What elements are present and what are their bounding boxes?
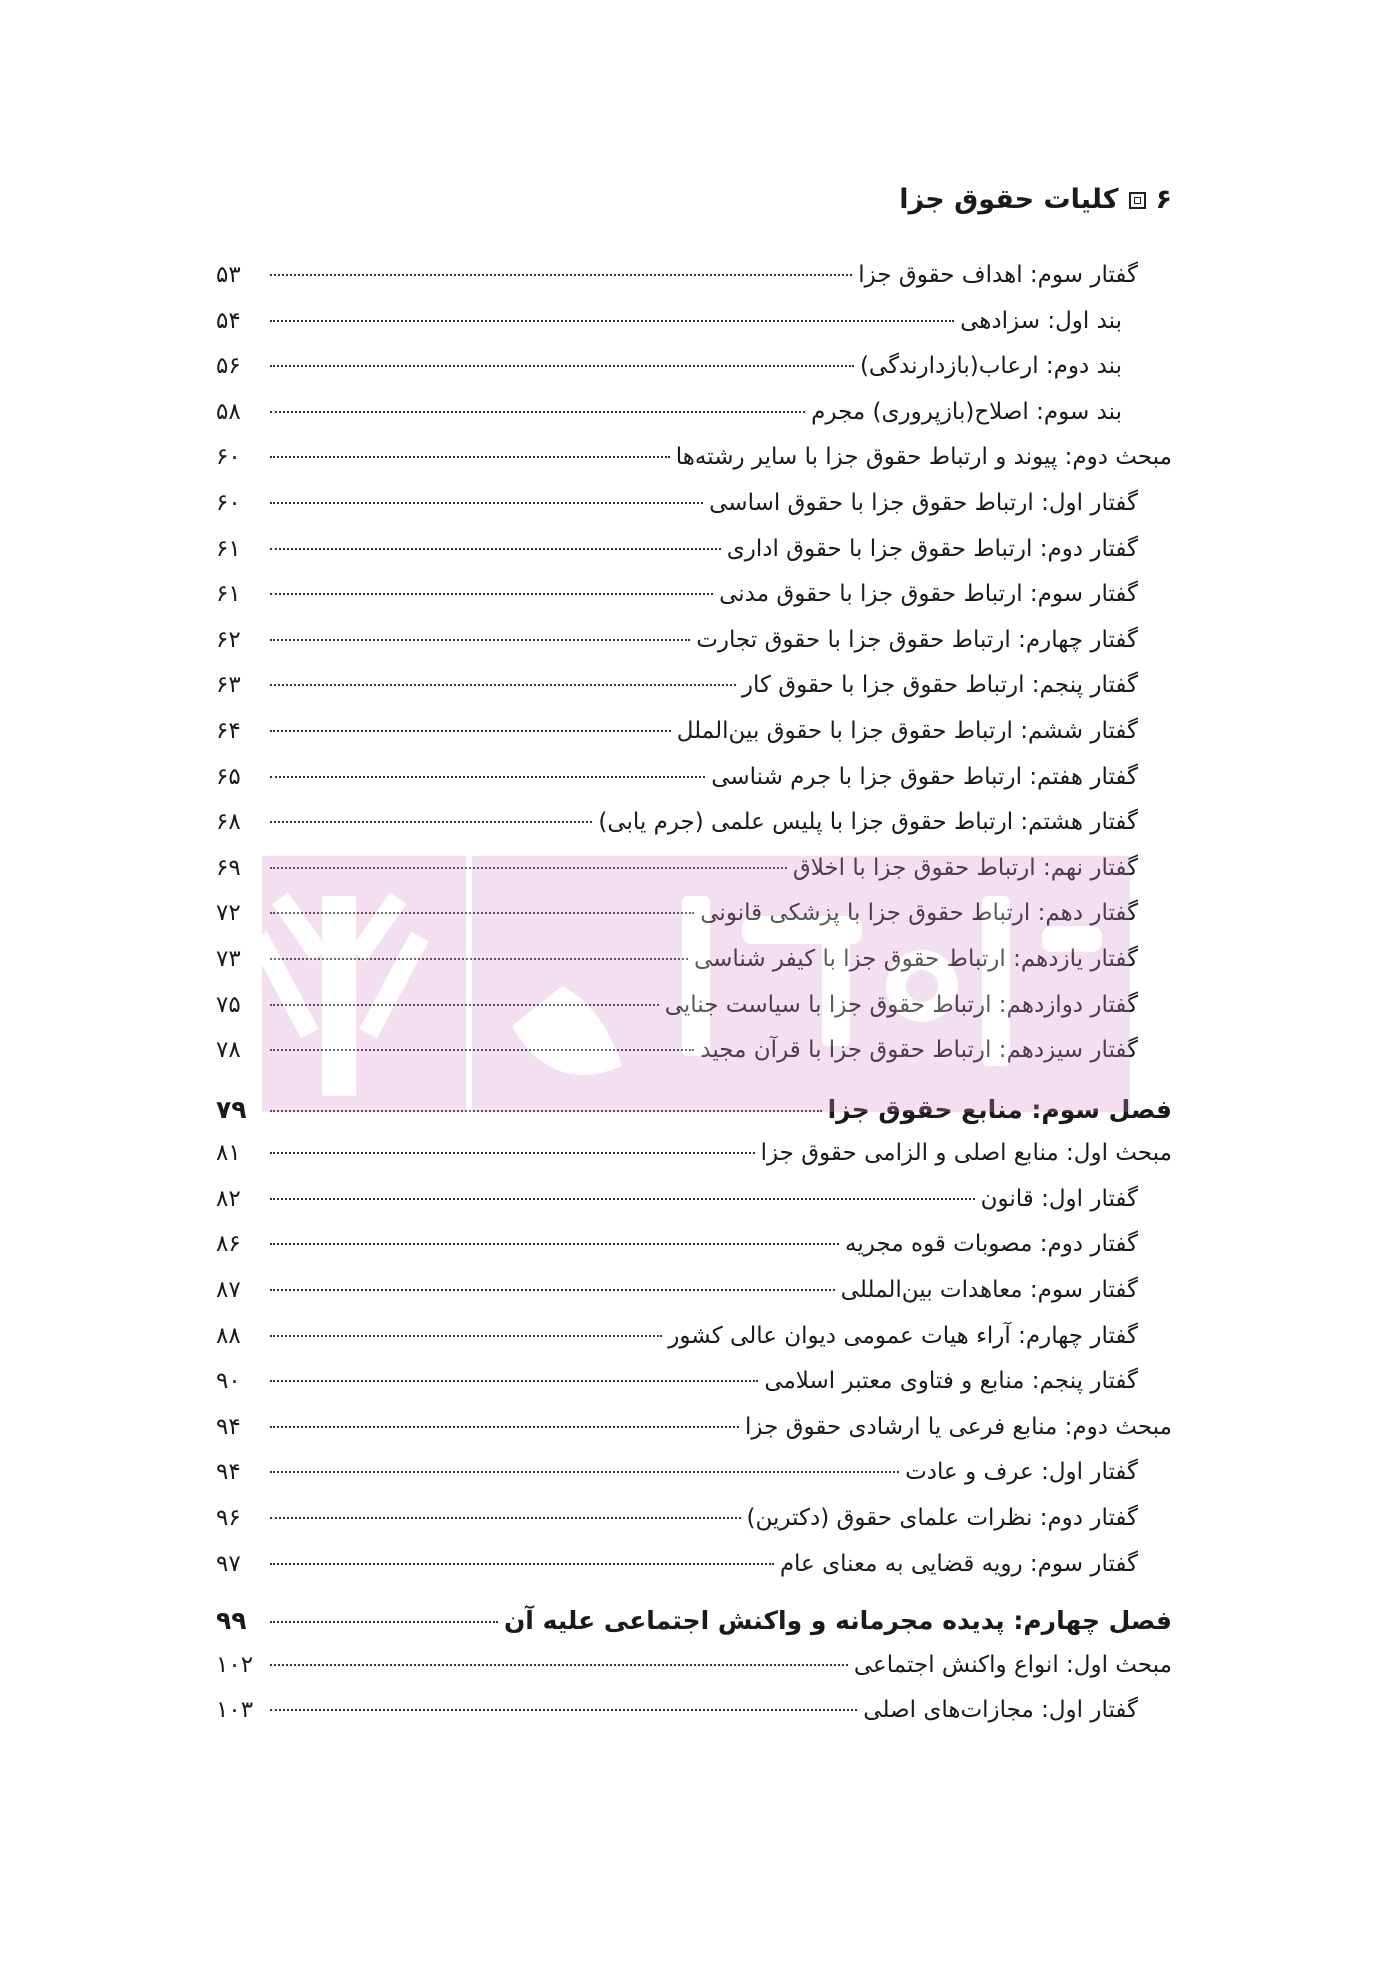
dot-leader	[270, 1004, 659, 1006]
dot-leader	[270, 1198, 975, 1200]
toc-subsection-entry[interactable]	[216, 809, 1172, 855]
toc-page-number: ۷۲	[216, 900, 241, 927]
toc-subsection-entry[interactable]	[216, 764, 1172, 810]
toc-subsection-entry[interactable]	[216, 1037, 1172, 1083]
dot-leader	[270, 411, 805, 413]
toc-entry-title: گفتار پنجم: منابع و فتاوی معتبر اسلامی	[764, 1368, 1138, 1395]
toc-chapter-entry[interactable]	[216, 1606, 1172, 1652]
dot-leader	[270, 1426, 739, 1428]
toc-subsection-entry[interactable]	[216, 581, 1172, 627]
toc-subsection-entry[interactable]	[216, 1277, 1172, 1323]
dot-leader	[270, 1110, 822, 1112]
toc-subsection-entry[interactable]	[216, 1323, 1172, 1369]
toc-entry-title: مبحث اول: منابع اصلی و الزامی حقوق جزا	[760, 1140, 1172, 1167]
dot-leader	[270, 320, 954, 322]
toc-page-number: ۷۵	[216, 991, 241, 1018]
toc-entry-title: گفتار هفتم: ارتباط حقوق جزا با جرم شناسی	[711, 763, 1138, 790]
toc-page-number: ۹۶	[216, 1505, 241, 1532]
toc-subsection-entry[interactable]	[216, 1368, 1172, 1414]
toc-page-number: ۸۸	[216, 1322, 241, 1349]
dot-leader	[270, 365, 854, 367]
toc-page-number: ۶۳	[216, 672, 241, 699]
dot-leader	[270, 502, 703, 504]
dot-leader	[270, 274, 852, 276]
dot-leader	[270, 593, 713, 595]
toc-subsection-entry[interactable]	[216, 718, 1172, 764]
dot-leader	[270, 1380, 758, 1382]
dot-leader	[270, 684, 736, 686]
toc-page-number: ۹۴	[216, 1459, 241, 1486]
toc-subsection-entry[interactable]	[216, 490, 1172, 536]
toc-subsection-entry[interactable]	[216, 992, 1172, 1038]
toc-subsection-entry[interactable]	[216, 262, 1172, 308]
toc-page-number: ۷۸	[216, 1037, 241, 1064]
toc-clause-entry[interactable]	[216, 399, 1172, 445]
toc-entry-title: بند سوم: اصلاح(بازپروری) مجرم	[811, 398, 1122, 425]
dot-leader	[270, 1289, 835, 1291]
toc-entry-title: گفتار اول: عرف و عادت	[905, 1459, 1138, 1486]
dot-leader	[270, 1243, 839, 1245]
dot-leader	[270, 1335, 662, 1337]
toc-page-number: ۹۷	[216, 1550, 241, 1577]
toc-entry-title: بند اول: سزادهی	[960, 307, 1122, 334]
toc-entry-title: گفتار چهارم: آراء هیات عمومی دیوان عالی کشور	[668, 1322, 1138, 1349]
toc-subsection-entry[interactable]	[216, 946, 1172, 992]
toc-entry-title: گفتار سوم: ارتباط حقوق جزا با حقوق مدنی	[719, 581, 1138, 608]
toc-entry-title: گفتار اول: قانون	[980, 1185, 1138, 1212]
toc-subsection-entry[interactable]	[216, 1697, 1172, 1743]
toc-entry-title: گفتار دوازدهم: ارتباط حقوق جزا با سیاست جنایی	[664, 991, 1138, 1018]
toc-clause-entry[interactable]	[216, 353, 1172, 399]
toc-entry-title: گفتار سیزدهم: ارتباط حقوق جزا با قرآن مجید	[700, 1037, 1138, 1064]
toc-entry-title: فصل سوم: منابع حقوق جزا	[827, 1094, 1172, 1124]
toc-subsection-entry[interactable]	[216, 900, 1172, 946]
dot-leader	[270, 958, 688, 960]
dot-leader	[270, 821, 592, 823]
toc-page-number: ۸۱	[216, 1140, 241, 1167]
toc-page-number: ۵۶	[216, 353, 241, 380]
toc-entry-title: گفتار سوم: اهداف حقوق جزا	[858, 262, 1138, 288]
toc-entry-title: گفتار اول: مجازات‌های اصلی	[863, 1697, 1138, 1724]
toc-subsection-entry[interactable]	[216, 536, 1172, 582]
toc-entry-title: گفتار سوم: رویه قضایی به معنای عام	[779, 1550, 1138, 1577]
toc-subsection-entry[interactable]	[216, 1551, 1172, 1597]
toc-entry-title: مبحث دوم: منابع فرعی یا ارشادی حقوق جزا	[744, 1413, 1172, 1440]
dot-leader	[270, 1471, 899, 1473]
toc-subsection-entry[interactable]	[216, 855, 1172, 901]
toc-page-number: ۹۰	[216, 1368, 241, 1395]
toc-page-number: ۷۳	[216, 945, 241, 972]
toc-entry-title: فصل چهارم: پدیده مجرمانه و واکنش اجتماعی علیه آن	[503, 1606, 1172, 1636]
toc-page-number: ۶۱	[216, 535, 241, 562]
dot-leader	[270, 1664, 848, 1666]
toc-page-number: ۷۹	[216, 1094, 247, 1124]
dot-leader	[270, 1049, 694, 1051]
toc-page-number: ۱۰۲	[216, 1651, 254, 1678]
toc-page-number: ۶۸	[216, 809, 241, 836]
dot-leader	[270, 548, 721, 550]
toc-page-number: ۵۸	[216, 398, 241, 425]
toc-page-number: ۶۹	[216, 854, 241, 881]
dot-leader	[270, 776, 705, 778]
toc-entry-title: گفتار یازدهم: ارتباط حقوق جزا با کیفر شناسی	[693, 945, 1138, 972]
toc-page-number: ۸۷	[216, 1277, 241, 1304]
toc-entry-title: گفتار دوم: مصوبات قوه مجریه	[845, 1231, 1138, 1258]
square-frame-icon	[1129, 192, 1146, 209]
toc-entry-title: مبحث اول: انواع واکنش اجتماعی	[853, 1651, 1172, 1678]
dot-leader	[270, 912, 694, 914]
toc-subsection-entry[interactable]	[216, 1505, 1172, 1551]
toc-subsection-entry[interactable]	[216, 627, 1172, 673]
toc-entry-title: گفتار سوم: معاهدات بین‌المللی	[840, 1277, 1138, 1304]
toc-page-number: ۵۴	[216, 307, 241, 334]
dot-leader	[270, 1709, 857, 1711]
toc-page-number: ۱۰۳	[216, 1697, 254, 1724]
toc-entry-title: گفتار چهارم: ارتباط حقوق جزا با حقوق تجارت	[696, 626, 1138, 653]
toc-page-number: ۶۱	[216, 581, 241, 608]
toc-section-entry[interactable]	[216, 1414, 1172, 1460]
dot-leader	[270, 639, 690, 641]
toc-page-number: ۸۶	[216, 1231, 241, 1258]
page-number: ۶	[1155, 184, 1172, 215]
toc-clause-entry[interactable]	[216, 308, 1172, 354]
dot-leader	[270, 1563, 774, 1565]
toc-entry-title: گفتار دوم: ارتباط حقوق جزا با حقوق اداری	[726, 535, 1138, 562]
toc-page-number: ۶۴	[216, 717, 241, 744]
toc-entry-title: گفتار ششم: ارتباط حقوق جزا با حقوق بین‌الملل	[676, 717, 1138, 744]
toc-page-number: ۶۰	[216, 489, 241, 516]
toc-entry-title: گفتار هشتم: ارتباط حقوق جزا با پلیس علمی (جرم یابی)	[598, 809, 1138, 836]
toc-entry-title: گفتار دهم: ارتباط حقوق جزا با پزشکی قانونی	[700, 900, 1138, 927]
dot-leader	[270, 456, 670, 458]
dot-leader	[270, 730, 671, 732]
toc-page-number: ۶۰	[216, 444, 241, 471]
table-of-contents	[216, 262, 1172, 1743]
toc-entry-title: مبحث دوم: پیوند و ارتباط حقوق جزا با سایر رشته‌ها	[675, 444, 1172, 471]
toc-subsection-entry[interactable]	[216, 1459, 1172, 1505]
toc-entry-title: بند دوم: ارعاب(بازدارندگی)	[859, 353, 1122, 380]
toc-page-number: ۶۵	[216, 763, 241, 790]
toc-subsection-entry[interactable]	[216, 1186, 1172, 1232]
toc-chapter-entry[interactable]	[216, 1095, 1172, 1141]
toc-page-number: ۹۹	[216, 1606, 247, 1636]
running-title: کلیات حقوق جزا	[899, 184, 1119, 215]
toc-entry-title: گفتار دوم: نظرات علمای حقوق (دکترین)	[746, 1505, 1138, 1532]
dot-leader	[270, 867, 787, 869]
dot-leader	[270, 1152, 755, 1154]
toc-page-number: ۶۲	[216, 626, 241, 653]
toc-section-entry[interactable]	[216, 444, 1172, 490]
toc-page-number: ۹۴	[216, 1413, 241, 1440]
toc-entry-title: گفتار اول: ارتباط حقوق جزا با حقوق اساسی	[709, 489, 1138, 516]
toc-entry-title: گفتار پنجم: ارتباط حقوق جزا با حقوق کار	[741, 672, 1138, 699]
toc-section-entry[interactable]	[216, 1140, 1172, 1186]
page-header	[0, 180, 1172, 220]
toc-entry-title: گفتار نهم: ارتباط حقوق جزا با اخلاق	[792, 854, 1138, 881]
toc-subsection-entry[interactable]	[216, 672, 1172, 718]
toc-subsection-entry[interactable]	[216, 1231, 1172, 1277]
dot-leader	[270, 1517, 741, 1519]
toc-page-number: ۵۳	[216, 262, 241, 288]
toc-page-number: ۸۲	[216, 1185, 241, 1212]
dot-leader	[270, 1621, 498, 1623]
toc-section-entry[interactable]	[216, 1652, 1172, 1698]
